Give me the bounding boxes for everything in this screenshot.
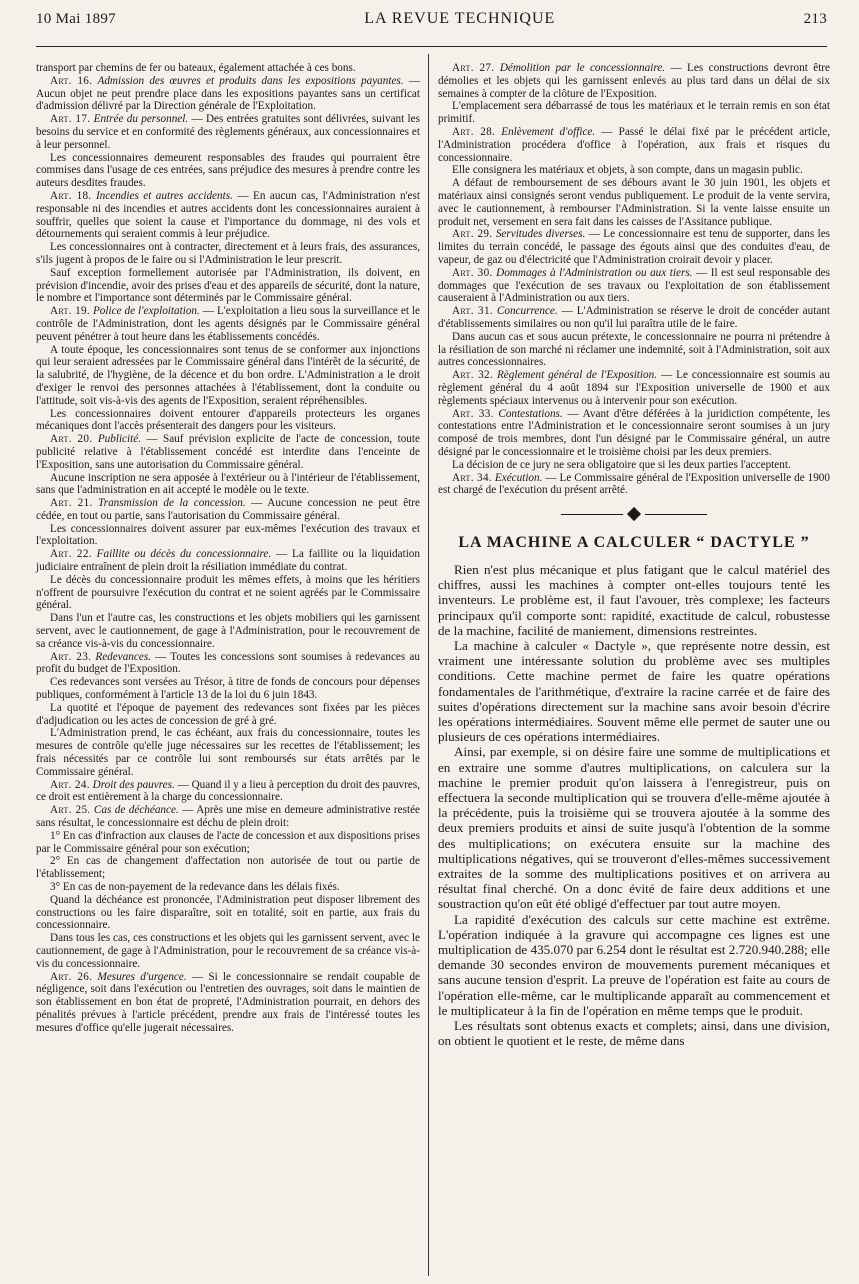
article-paragraph: Rien n'est plus mécanique et plus fatigant que le calcul matériel des chiffres, aussi les machines à compter ont-elles toujours tenté les inventeurs. Le problème est, il faut l'avouer, très complexe; les facteurs principaux qu'il comporte sont: rapidité, exactitude de calcul, robustesse de la machine, facilité de maniement, dimensions restreintes.	[438, 561, 830, 638]
article-number: Art. 34.	[452, 471, 492, 484]
article-number: Art. 23.	[50, 650, 92, 663]
article-number: Art. 19.	[50, 305, 90, 318]
paragraph-text: — Il est seul responsable des dommages que l'exécution de ses travaux ou l'exploitation de son établissement causeraient à l'Administration ou aux tiers.	[438, 266, 830, 305]
article-heading: Mesures d'urgence.	[97, 970, 187, 983]
paragraph-text: — Sauf prévision explicite de l'acte de concession, toute publicité relative à l'établissement concédé est interdite dans l'enceinte de l'Exposition, sans une autorisation du Commissaire général.	[36, 433, 420, 471]
article-heading: Transmission de la concession.	[98, 497, 246, 510]
running-header	[36, 10, 827, 28]
article-number: Art. 21.	[50, 497, 93, 510]
paragraph	[36, 612, 420, 650]
paragraph	[438, 228, 830, 266]
article-number: Art. 25.	[50, 804, 91, 817]
paragraph	[36, 113, 420, 151]
article-heading: Incendies et autres accidents.	[95, 189, 233, 202]
paragraph	[36, 932, 420, 970]
section-title: LA MACHINE A CALCULER “ DACTYLE ”	[458, 534, 810, 552]
article-number: Art. 33.	[452, 407, 494, 420]
paragraph-text: — Passé le délai fixé par le précédent article, l'Administration procédera d'office à l'opération, aux frais et risques du concessionnaire.	[438, 125, 831, 164]
page-number: 213	[803, 11, 827, 27]
paragraph	[36, 574, 420, 612]
paragraph	[36, 894, 420, 932]
paragraph-text: — Aucune concession ne peut être cédée, en tout ou partie, sans l'autorisation du Commissaire général.	[36, 497, 420, 522]
paragraph-text: — La faillite ou la liquidation judiciaire entraînent de plein droit la résiliation immédiate du contrat.	[36, 548, 420, 574]
paragraph	[36, 241, 420, 267]
paragraph	[36, 804, 420, 830]
paragraph-text: — Après une mise en demeure administrative restée sans résultat, le concessionnaire est déchu de plein droit:	[36, 804, 421, 830]
article-number: Art. 27.	[452, 62, 495, 74]
paragraph-text: La décision de ce jury ne sera obligatoire que si les deux parties l'acceptent.	[452, 458, 791, 471]
article-paragraph: Les résultats sont obtenus exacts et complets; ainsi, dans une division, on obtient le quotient et le reste, de même dans	[438, 1017, 830, 1049]
article-heading: Faillite ou décès du concessionnaire.	[96, 548, 272, 561]
article-heading: Contestations.	[498, 407, 563, 420]
paragraph-text: A défaut de remboursement de ses débours avant le 30 juin 1901, les objets et matériaux ainsi consignés seront vendus publiquement. Le produit de la vente servira, avec le cautionnement, à rembourser l'Administration. Si la vente laisse ensuite un produit net, versement en sera fait dans les caisses de l'Assitance publique.	[438, 177, 830, 228]
paragraph	[36, 651, 420, 677]
paragraph-text: — L'Administration se réserve le droit de concéder autant d'établissements similaires ou non qu'il lui paraîtra utile de le faire.	[438, 305, 830, 330]
paragraph-text: — En aucun cas, l'Administration n'est responsable ni des incendies et autres accidents dont les concessionnaires auraient à souffrir, quelles que soient la cause et l'importance du dommage, ni des vols et détournements qui seraient commis à leur préjudice.	[36, 189, 420, 241]
paragraph	[36, 472, 420, 498]
paragraph-text: Ces redevances sont versées au Trésor, à titre de fonds de concours pour dépenses publiques, conformément à l'article 13 de la loi du 6 juin 1843.	[36, 676, 420, 702]
paragraph-text: 2° En cas de changement d'affectation non autorisée de tout ou partie de l'établissement;	[36, 855, 420, 881]
paragraph	[438, 100, 830, 126]
article-number: Art. 20.	[50, 433, 93, 446]
paragraph	[36, 881, 420, 894]
paragraph-text: — Aucun objet ne peut prendre place dans les expositions payantes sans un certificat d'admission délivré par la Direction générale de l'Exploitation.	[36, 74, 421, 113]
paragraph-text: L'Administration prend, le cas échéant, aux frais du concessionnaire, toutes les mesures de contrôle qu'elle juge nécessaires sur les recettes de l'établissement; les frais nécessités par ce contrôle lui sont remboursés sur états arrêtés par le Commissaire général.	[36, 727, 420, 778]
article-paragraph: Ainsi, par exemple, si on désire faire une somme de multiplications et en extraire une somme d'autres multiplications, on calculera sur la machine le premier produit qu'on laissera à l'enregistreur, puis on effectuera la seconde multiplication qui se trouvera d'elle-même ajoutée à la précédente, puis la troisième qui se trouvera ajoutée à la somme des deux premiers produits et ainsi de suite jusqu'à l'obtention de la somme des multiplications; on exécutera ensuite sur la machine des multiplications négatives, qui se trouveront d'elles-mêmes successivement extraites de la somme des multiplications positives et on arrivera au résultat final cherché. On a donc évité de faire deux additions et une soustraction qu'on eût été obligé d'effectuer par tout autre moyen.	[438, 744, 830, 912]
article-heading: Police de l'exploitation.	[92, 305, 200, 318]
paragraph	[438, 126, 830, 164]
paragraph	[36, 75, 420, 113]
paragraph	[36, 152, 420, 190]
article-heading: Droit des pauvres.	[92, 778, 175, 791]
article-heading: Démolition par le concessionnaire.	[499, 62, 666, 74]
paragraph	[36, 830, 420, 856]
paragraph-text: Les concessionnaires doivent assurer par eux-mêmes l'exécution des travaux et l'exploitation.	[36, 522, 420, 548]
article-heading: Enlèvement d'office.	[501, 125, 596, 138]
paragraph	[438, 164, 830, 177]
article-paragraph: La rapidité d'exécution des calculs sur cette machine est extrême. L'opération indiquée à la gravure qui accompagne ces lignes est une multiplication de 435.070 par 6.254 dont le résultat est 2.720.940.288; elle demande 30 secondes environ de mouvements purement mécaniques et sans aucune tension d'esprit. La preuve de l'opération est faite au cours de l'opération elle-même, car le multiplicande apparaît au commencement et le multiplicateur à la fin de l'opération en même temps que le produit.	[438, 911, 830, 1018]
article-paragraph: La machine à calculer « Dactyle », que représente notre dessin, est vraiment une intéressante solution du problème avec ses multiples conditions. Cette machine permet de faire les quatre opérations fondamentales de l'arithmétique, d'extraire la racine carrée et de faire des suites d'opérations directement sur la machine sans avoir besoin d'écrire les opérations intermédiaires. Souvent même elle permet de sauter une ou plusieurs de ces opérations intermédiaires.	[438, 637, 830, 745]
article-number: Art. 30.	[452, 266, 493, 279]
article-heading: Admission des œuvres et produits dans les expositions payantes.	[97, 74, 404, 87]
paragraph-text: L'emplacement sera débarrassé de tous les matériaux et le terrain remis en son état primitif.	[438, 100, 830, 126]
article-number: Art. 18.	[50, 189, 92, 202]
right-column	[438, 62, 830, 1048]
paragraph	[36, 267, 420, 305]
journal-title: LA REVUE TECHNIQUE	[364, 10, 556, 27]
paragraph-text: — Quand il y a lieu à perception du droit des pauvres, ce droit est entièrement à la charge du concessionnaire.	[36, 778, 420, 804]
paragraph	[36, 305, 420, 343]
paragraph	[438, 62, 830, 100]
paragraph	[36, 344, 420, 408]
paragraph	[36, 408, 420, 434]
paragraph-text: transport par chemins de fer ou bateaux, également attachée à ces bons.	[36, 62, 356, 74]
ornament-divider	[438, 509, 830, 519]
paragraph	[36, 676, 420, 702]
paragraph-text: — Des entrées gratuites sont délivrées, suivant les besoins du service et en conformité des règlements généraux, aux concessionnaires et à leur personnel.	[36, 113, 420, 151]
paragraph	[36, 548, 420, 574]
article-heading: Redevances.	[95, 650, 151, 663]
article-heading: Exécution.	[494, 471, 543, 484]
paragraph-text: Dans aucun cas et sous aucun prétexte, le concessionnaire ne pourra ni prétendre à la résiliation de son marché ni réclamer une indemnité, soit à l'Administration, soit aux autres concessionnaires.	[438, 330, 830, 369]
article-heading: Servitudes diverses.	[495, 228, 586, 241]
article-number: Art. 24.	[50, 778, 90, 791]
paragraph-text: — Avant d'être déférées à la juridiction compétente, les contestations entre l'Administration et le concessionnaire seront soumises à un jury composé de trois membres, dont l'un désigné par le Commissaire général, un autre désigné par le concessionnaire et le troisième choisi par les deux premiers.	[438, 407, 830, 458]
paragraph-text: — Les constructions devront être démolies et les objets qui les garnissent enlevés au plus tard dans un délai de six semaines à compter de la clôture de l'Exposition.	[438, 62, 830, 100]
paragraph	[36, 855, 420, 881]
article-body	[438, 562, 830, 1049]
paragraph-text: — Si le concessionnaire se rendait coupable de négligence, soit dans l'exécution ou l'entretien des ouvrages, soit dans le maintien de son établissement en bon état de propreté, l'Administration pourrait, en dehors des pénalités prévues à l'article précédent, prendre aux frais de l'intéressé toutes les mesures d'office qu'elle jugerait nécessaires.	[36, 970, 421, 1034]
paragraph	[438, 472, 830, 498]
paragraph-text: Elle consignera les matériaux et objets, à son compte, dans un magasin public.	[452, 164, 803, 177]
paragraph-text: 1° En cas d'infraction aux clauses de l'acte de concession et aux dispositions prises par le Commissaire général pour son exécution;	[36, 829, 420, 855]
paragraph	[438, 369, 830, 407]
article-heading: Concurrence.	[496, 305, 558, 318]
article-number: Art. 32.	[452, 369, 493, 382]
paragraph-text: Les concessionnaires doivent entourer d'appareils protecteurs les organes mécaniques dont l'accès présenterait des dangers pour les visiteurs.	[36, 407, 420, 433]
paragraph	[36, 702, 420, 728]
paragraph-text: Le décès du concessionnaire produit les mêmes effets, à moins que les héritiers n'offrent de poursuivre l'exécution du contrat et ne soient agréés par le Commissaire général.	[36, 573, 420, 612]
paragraph	[438, 305, 830, 331]
paragraph	[438, 267, 830, 305]
article-number: Art. 28.	[452, 125, 496, 138]
paragraph	[36, 62, 420, 75]
paragraph	[36, 779, 420, 805]
paragraph	[36, 971, 420, 1035]
article-number: Art. 17.	[50, 113, 91, 126]
article-heading: Règlement général de l'Exposition.	[496, 369, 657, 382]
issue-date: 10 Mai 1897	[36, 11, 116, 27]
paragraph	[438, 177, 830, 228]
paragraph	[36, 523, 420, 549]
paragraph-text: Quand la déchéance est prononcée, l'Administration peut disposer librement des constructions ou les faire disparaître, soit en totalité, soit en partie, aux frais du concessionnaire.	[36, 893, 420, 932]
article-number: Art. 31.	[452, 305, 493, 318]
article-number: Art. 29.	[452, 228, 493, 241]
paragraph-text: Dans l'un et l'autre cas, les constructions et les objets mobiliers qui les garnissent servent, avec le cautionnement, de gage à l'Administration, pour le recouvrement de sa créance vis-à-vis du concessionnaire.	[36, 612, 420, 650]
paragraph-text: 3° En cas de non-payement de la redevance dans les délais fixés.	[50, 881, 340, 893]
paragraph-text: A toute époque, les concessionnaires sont tenus de se conformer aux injonctions qui leur seraient adressées par le Commissaire général dans l'intérêt de la sécurité, de la salubrité, de l'hygiène, de la décence et du bon ordre. L'Administration a le droit d'exiger le renvoi des personnes attachées à l'établissement, dont la conduite ou l'attitude, soit vis-à-vis des agents de l'Exposition, seraient répréhensibles.	[36, 343, 420, 407]
paragraph-text: Dans tous les cas, ces constructions et les objets qui les garnissent servent, avec le cautionnement, de gage à l'Administration, pour le recouvrement de sa créance vis-à-vis du concessionnaire.	[36, 932, 420, 970]
diamond-icon	[627, 507, 641, 521]
left-column	[36, 62, 420, 1035]
paragraph	[438, 408, 830, 459]
article-heading: Publicité.	[97, 433, 141, 446]
column-divider	[428, 54, 429, 1276]
header-rule	[36, 46, 827, 47]
regulation-articles-continued	[438, 62, 830, 497]
paragraph-text: La quotité et l'époque de payement des redevances sont fixées par les pièces d'adjudication ou les actes de concession de gré à gré.	[36, 701, 420, 727]
paragraph-text: — Toutes les concessions sont soumises à redevances au profit du budget de l'Exposition.	[36, 650, 420, 676]
paragraph-text: Sauf exception formellement autorisée par l'Administration, ils doivent, en prévision d'incendie, avoir des prises d'eau et des appareils de sécurité, dont la nature, le nombre et l'importance sont déterminés par le Commissaire général.	[36, 266, 420, 305]
article-number: Art. 16.	[50, 74, 93, 87]
article-heading: Entrée du personnel.	[93, 113, 189, 126]
paragraph-text: — L'exploitation a lieu sous la surveillance et le contrôle de l'Administration, dont les agents désignés par le Commissaire général peuvent pénétrer à tout heure dans les établissements concédés.	[36, 305, 421, 343]
article-number: Art. 26.	[50, 970, 93, 983]
paragraph-text: — Le Commissaire général de l'Exposition universelle de 1900 est chargé de l'exécution du présent arrêté.	[438, 471, 830, 497]
article-number: Art. 22.	[50, 548, 92, 561]
paragraph	[36, 727, 420, 778]
paragraph	[438, 331, 830, 369]
article-heading: Cas de déchéance.	[93, 804, 179, 817]
paragraph-text: Les concessionnaires demeurent responsables des fraudes qui pourraient être commises dans l'usage de ces entrées, sans préjudice des mesures à prendre contre les auteurs desdites fraudes.	[36, 151, 420, 190]
paragraph	[36, 497, 420, 523]
paragraph	[36, 190, 420, 241]
paragraph-text: — Le concessionnaire est tenu de supporter, dans les limites du terrain concédé, le passage des égouts ainsi que des conduites d'eau, de vapeur, de gaz ou d'électricité que l'Administration croirait devoir y placer.	[438, 228, 831, 266]
article-heading: Dommages à l'Administration ou aux tiers.	[496, 266, 693, 279]
paragraph	[438, 459, 830, 472]
paragraph-text: Aucune inscription ne sera apposée à l'extérieur ou à l'intérieur de l'établissement, sans que l'administration en ait accepté le modèle ou le texte.	[36, 471, 420, 497]
paragraph-text: — Le concessionnaire est soumis au règlement général du 4 août 1894 sur l'Exposition universelle de 1900 et aux règlements spéciaux intervenus ou à intervenir pour son exécution.	[438, 369, 830, 407]
paragraph	[36, 433, 420, 471]
paragraph-text: Les concessionnaires ont à contracter, directement et à leurs frais, des assurances, s'ils jugent à propos de le faire ou si l'Administration le leur prescrit.	[36, 241, 420, 266]
